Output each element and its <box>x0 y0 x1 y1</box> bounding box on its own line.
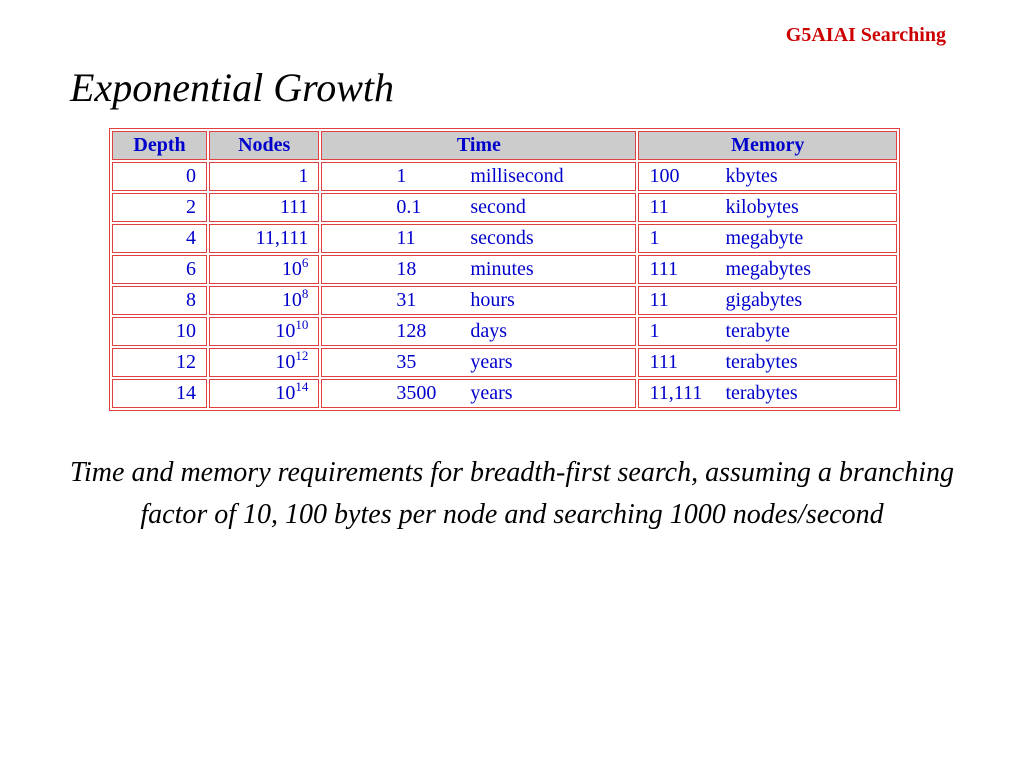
time-amount: 11 <box>396 227 416 249</box>
nodes-exponent: 14 <box>295 379 309 394</box>
growth-table <box>109 128 900 411</box>
memory-unit: megabyte <box>725 227 804 249</box>
cell-time <box>321 193 636 222</box>
time-unit: years <box>470 382 513 404</box>
header-depth: Depth <box>112 131 207 160</box>
cell-memory <box>638 162 897 191</box>
header-memory: Memory <box>638 131 897 160</box>
time-unit: second <box>470 196 526 218</box>
course-header-tag: G5AIAI Searching <box>785 24 946 46</box>
cell-time <box>321 379 636 408</box>
cell-memory <box>638 286 897 315</box>
header-nodes: Nodes <box>209 131 319 160</box>
memory-amount: 11 <box>649 196 669 218</box>
memory-unit: gigabytes <box>725 289 803 311</box>
time-unit: minutes <box>470 258 534 280</box>
cell-depth: 2 <box>112 193 207 222</box>
table-row <box>112 193 897 222</box>
cell-memory <box>638 255 897 284</box>
cell-nodes <box>209 348 319 377</box>
nodes-exponent: 6 <box>301 255 309 270</box>
cell-memory <box>638 379 897 408</box>
cell-nodes <box>209 286 319 315</box>
table-row <box>112 224 897 253</box>
time-amount: 35 <box>396 351 417 373</box>
nodes-base: 1 <box>298 165 309 187</box>
slide-title: Exponential Growth <box>70 65 395 110</box>
nodes-exponent: 10 <box>295 317 309 332</box>
nodes-base: 111 <box>279 196 309 218</box>
table-row <box>112 348 897 377</box>
cell-depth: 0 <box>112 162 207 191</box>
cell-memory <box>638 224 897 253</box>
time-amount: 18 <box>396 258 417 280</box>
table-row <box>112 255 897 284</box>
time-unit: years <box>470 351 513 373</box>
memory-amount: 11,111 <box>649 382 703 404</box>
cell-nodes <box>209 255 319 284</box>
time-amount: 1 <box>396 165 407 187</box>
time-amount: 0.1 <box>396 196 422 218</box>
time-unit: days <box>470 320 508 342</box>
memory-amount: 1 <box>649 320 660 342</box>
memory-unit: terabyte <box>725 320 790 342</box>
nodes-base: 10 <box>281 289 302 311</box>
cell-depth: 10 <box>112 317 207 346</box>
cell-nodes <box>209 224 319 253</box>
nodes-base: 10 <box>281 258 302 280</box>
nodes-base: 10 <box>275 320 296 342</box>
cell-time <box>321 286 636 315</box>
header-time: Time <box>321 131 636 160</box>
cell-depth: 8 <box>112 286 207 315</box>
cell-nodes <box>209 379 319 408</box>
memory-unit: kbytes <box>725 165 778 187</box>
table-row <box>112 317 897 346</box>
time-unit: seconds <box>470 227 534 249</box>
cell-memory <box>638 193 897 222</box>
cell-depth: 6 <box>112 255 207 284</box>
cell-time <box>321 224 636 253</box>
cell-depth: 4 <box>112 224 207 253</box>
memory-amount: 11 <box>649 289 669 311</box>
cell-nodes <box>209 162 319 191</box>
time-amount: 31 <box>396 289 417 311</box>
cell-time <box>321 317 636 346</box>
memory-amount: 100 <box>649 165 680 187</box>
cell-nodes <box>209 317 319 346</box>
time-unit: millisecond <box>470 165 564 187</box>
cell-depth: 12 <box>112 348 207 377</box>
table-row <box>112 162 897 191</box>
cell-nodes <box>209 193 319 222</box>
cell-time <box>321 348 636 377</box>
nodes-base: 10 <box>275 351 296 373</box>
cell-depth: 14 <box>112 379 207 408</box>
nodes-exponent: 12 <box>295 348 309 363</box>
time-amount: 3500 <box>396 382 437 404</box>
memory-unit: terabytes <box>725 351 798 373</box>
memory-amount: 1 <box>649 227 660 249</box>
time-amount: 128 <box>396 320 427 342</box>
cell-memory <box>638 348 897 377</box>
memory-unit: megabytes <box>725 258 811 280</box>
memory-unit: terabytes <box>725 382 798 404</box>
nodes-base: 11,111 <box>255 227 309 249</box>
table-row <box>112 379 897 408</box>
slide-caption: Time and memory requirements for breadth-first search, assuming a branching factor of 10, 100 bytes per node and searching 1000 nodes/second <box>69 457 955 530</box>
nodes-base: 10 <box>275 382 296 404</box>
table-body <box>112 162 897 408</box>
time-unit: hours <box>470 289 515 311</box>
nodes-exponent: 8 <box>301 286 309 301</box>
cell-time <box>321 162 636 191</box>
memory-amount: 111 <box>649 351 678 373</box>
table-row <box>112 286 897 315</box>
cell-time <box>321 255 636 284</box>
cell-memory <box>638 317 897 346</box>
memory-unit: kilobytes <box>725 196 799 218</box>
table-header-row <box>112 131 897 160</box>
memory-amount: 111 <box>649 258 678 280</box>
